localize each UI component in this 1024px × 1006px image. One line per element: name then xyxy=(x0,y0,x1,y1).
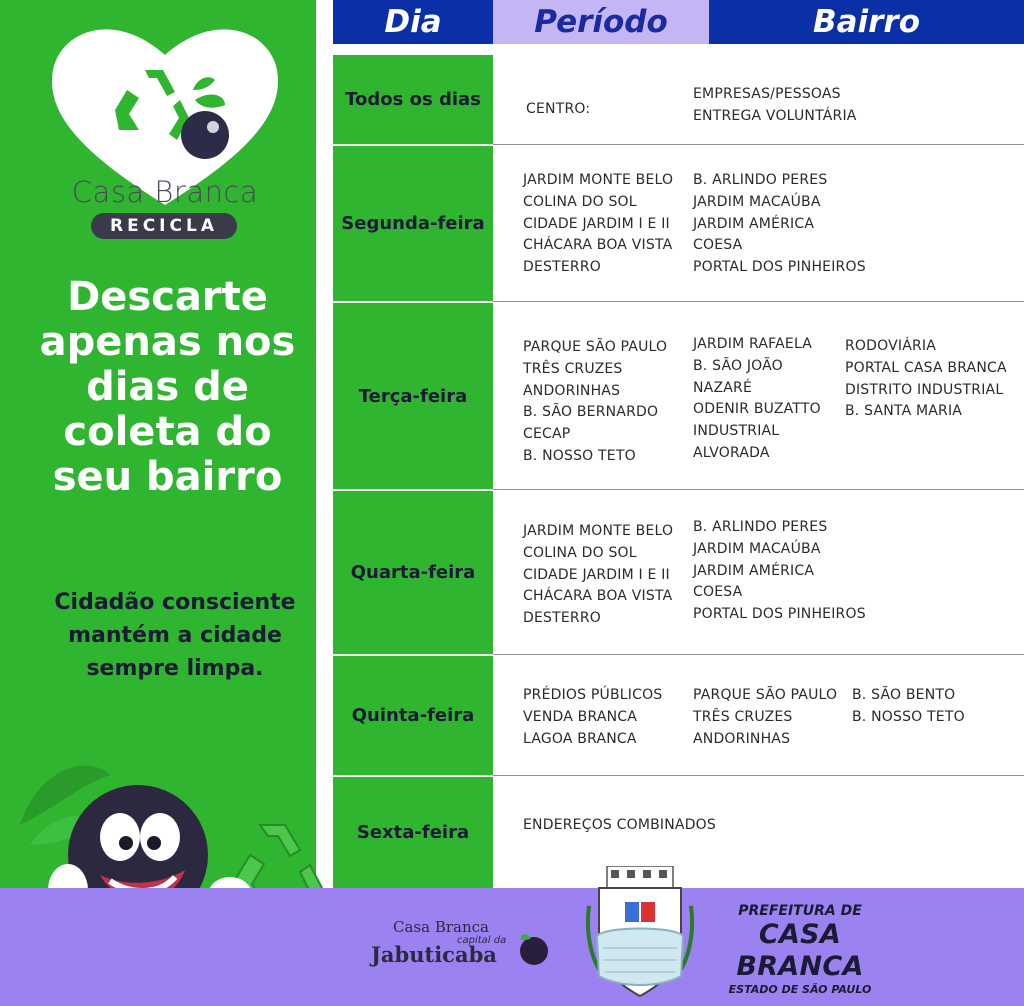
logo-title: Casa Branca xyxy=(71,175,259,209)
prefeitura-logo xyxy=(700,903,900,996)
logo-badge: RECICLA xyxy=(91,213,237,239)
header-bairro: Bairro xyxy=(709,0,1024,44)
table-row xyxy=(493,303,1024,490)
pref-line3: ESTADO DE SÃO PAULO xyxy=(728,983,872,996)
bairro-column: PARQUE SÃO PAULO TRÊS CRUZES ANDORINHAS xyxy=(693,687,838,747)
bairro-column: B. ARLINDO PERES JARDIM MACAÚBA JARDIM AMÉRICA COESA PORTAL DOS PINHEIROS xyxy=(693,519,866,623)
table-row xyxy=(493,55,1024,145)
headline: Descarte apenas nos dias de coleta do seu bairro xyxy=(39,274,296,500)
brand-top: Casa Branca xyxy=(393,918,489,936)
bairro-column: B. SÃO BENTO B. NOSSO TETO xyxy=(852,687,965,725)
bairro-column: ENDEREÇOS COMBINADOS xyxy=(523,817,716,833)
bairro-column: JARDIM MONTE BELO COLINA DO SOL CIDADE JARDIM I E II CHÁCARA BOA VISTA DESTERRO xyxy=(523,523,674,627)
casa-branca-recicla-logo xyxy=(45,15,285,245)
bairro-column: PRÉDIOS PÚBLICOS VENDA BRANCA LAGOA BRANCA xyxy=(523,687,663,747)
table-row xyxy=(493,491,1024,655)
bairro-column: EMPRESAS/PESSOAS ENTREGA VOLUNTÁRIA xyxy=(693,86,857,124)
bairro-column: JARDIM MONTE BELO COLINA DO SOL CIDADE JARDIM I E II CHÁCARA BOA VISTA DESTERRO xyxy=(523,172,674,276)
bairro-column: RODOVIÁRIA PORTAL CASA BRANCA DISTRITO INDUSTRIAL B. SANTA MARIA xyxy=(845,338,1007,420)
table-row xyxy=(493,656,1024,776)
bairro-column: B. ARLINDO PERES JARDIM MACAÚBA JARDIM AMÉRICA COESA PORTAL DOS PINHEIROS xyxy=(693,172,866,276)
jabuticaba-icon xyxy=(517,932,551,966)
brand-sub: capital da xyxy=(457,935,507,946)
header-dia: Dia xyxy=(333,0,493,44)
row-day-quinta: Quinta-feira xyxy=(333,656,493,776)
tagline: Cidadão consciente mantém a cidade sempre limpa. xyxy=(54,590,296,681)
coat-of-arms-icon xyxy=(585,866,695,1006)
row-day-todos: Todos os dias xyxy=(333,55,493,145)
casa-branca-jabuticaba-logo xyxy=(365,918,565,978)
table-row xyxy=(493,777,1024,888)
bairro-column: JARDIM RAFAELA B. SÃO JOÃO NAZARÉ ODENIR BUZATTO INDUSTRIAL ALVORADA xyxy=(693,336,821,461)
brand-main: Jabuticaba xyxy=(371,942,497,967)
row-day-terca: Terça-feira xyxy=(333,303,493,490)
header-periodo: Período xyxy=(493,0,709,44)
pref-line2: CASA BRANCA xyxy=(736,919,864,982)
bairro-column: PARQUE SÃO PAULO TRÊS CRUZES ANDORINHAS B. SÃO BERNARDO CECAP B. NOSSO TETO xyxy=(523,339,668,464)
pref-line1: PREFEITURA DE xyxy=(738,903,862,919)
table-row xyxy=(493,146,1024,302)
row-day-quarta: Quarta-feira xyxy=(333,491,493,655)
row-day-sexta: Sexta-feira xyxy=(333,777,493,888)
row-day-segunda: Segunda-feira xyxy=(333,146,493,302)
bairro-column: CENTRO: xyxy=(526,101,591,117)
